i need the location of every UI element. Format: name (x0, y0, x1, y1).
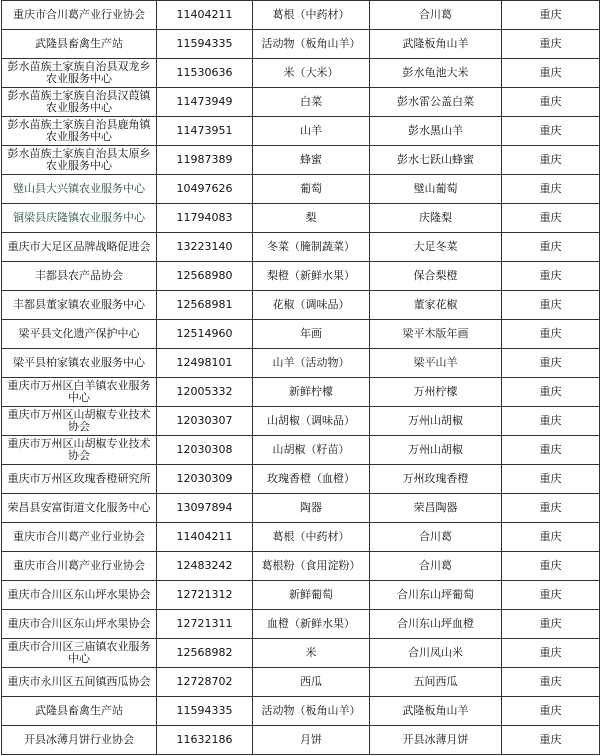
code-cell: 12498101 (157, 349, 253, 378)
code-cell: 12568981 (157, 291, 253, 320)
product-cell: 山胡椒（籽苗） (253, 436, 370, 465)
code-cell: 11594335 (157, 697, 253, 726)
product-cell: 米 (253, 639, 370, 668)
code-cell: 12030308 (157, 436, 253, 465)
code-cell: 11632186 (157, 726, 253, 755)
org-cell: 武隆县畜禽生产站 (2, 30, 157, 59)
table-row (2, 117, 600, 146)
org-cell: 梁平县柏家镇农业服务中心 (2, 349, 157, 378)
region-cell: 重庆 (502, 1, 600, 30)
product-cell: 血橙（新鲜水果） (253, 610, 370, 639)
gi-name-cell: 彭水七跃山蜂蜜 (370, 146, 502, 175)
gi-name-cell: 梁平山羊 (370, 349, 502, 378)
gi-name-cell: 合川葛 (370, 552, 502, 581)
product-cell: 葛根粉（食用淀粉） (253, 552, 370, 581)
region-cell: 重庆 (502, 262, 600, 291)
gi-name-cell: 合川东山坪葡萄 (370, 581, 502, 610)
org-cell: 重庆市合川区东山坪水果协会 (2, 610, 157, 639)
code-cell: 12483242 (157, 552, 253, 581)
product-cell: 活动物（板角山羊） (253, 697, 370, 726)
org-cell: 重庆市万州区白羊镇农业服务中心 (2, 378, 157, 407)
org-cell: 梁平县文化遗产保护中心 (2, 320, 157, 349)
region-cell: 重庆 (502, 30, 600, 59)
product-cell: 葛根（中药材） (253, 523, 370, 552)
gi-name-cell: 万州山胡椒 (370, 407, 502, 436)
table-body (2, 1, 600, 755)
gi-name-cell: 合川葛 (370, 523, 502, 552)
gi-name-cell: 大足冬菜 (370, 233, 502, 262)
gi-name-cell: 彭水黑山羊 (370, 117, 502, 146)
region-cell: 重庆 (502, 291, 600, 320)
region-cell: 重庆 (502, 117, 600, 146)
org-cell: 璧山县大兴镇农业服务中心 (2, 175, 157, 204)
product-cell: 陶器 (253, 494, 370, 523)
table-row (2, 523, 600, 552)
table-row (2, 175, 600, 204)
table-row (2, 465, 600, 494)
code-cell: 12005332 (157, 378, 253, 407)
org-cell: 重庆市合川葛产业行业协会 (2, 1, 157, 30)
region-cell: 重庆 (502, 146, 600, 175)
org-cell: 武隆县畜禽生产站 (2, 697, 157, 726)
product-cell: 米（大米） (253, 59, 370, 88)
table-row (2, 1, 600, 30)
product-cell: 葛根（中药材） (253, 1, 370, 30)
product-cell: 山胡椒（调味品） (253, 407, 370, 436)
gi-name-cell: 万州柠檬 (370, 378, 502, 407)
org-cell: 重庆市万州区山胡椒专业技术协会 (2, 436, 157, 465)
code-cell: 11594335 (157, 30, 253, 59)
gi-name-cell: 合川东山坪血橙 (370, 610, 502, 639)
gi-name-cell: 彭水雷公盖白菜 (370, 88, 502, 117)
org-cell: 铜梁县庆隆镇农业服务中心 (2, 204, 157, 233)
product-cell: 花椒（调味品） (253, 291, 370, 320)
gi-name-cell: 保合梨橙 (370, 262, 502, 291)
org-cell: 开县冰薄月饼行业协会 (2, 726, 157, 755)
code-cell: 12721312 (157, 581, 253, 610)
table-row (2, 291, 600, 320)
region-cell: 重庆 (502, 233, 600, 262)
product-cell: 蜂蜜 (253, 146, 370, 175)
org-cell: 重庆市永川区五间镇西瓜协会 (2, 668, 157, 697)
org-cell: 彭水苗族土家族自治县鹿角镇农业服务中心 (2, 117, 157, 146)
table-row (2, 552, 600, 581)
region-cell: 重庆 (502, 523, 600, 552)
table-row (2, 726, 600, 755)
table-row (2, 668, 600, 697)
region-cell: 重庆 (502, 465, 600, 494)
region-cell: 重庆 (502, 204, 600, 233)
org-cell: 彭水苗族土家族自治县太原乡农业服务中心 (2, 146, 157, 175)
gi-name-cell: 梁平木版年画 (370, 320, 502, 349)
table-row (2, 233, 600, 262)
code-cell: 11530636 (157, 59, 253, 88)
table-row (2, 407, 600, 436)
code-cell: 11404211 (157, 1, 253, 30)
org-cell: 重庆市合川区东山坪水果协会 (2, 581, 157, 610)
table-row (2, 88, 600, 117)
product-cell: 新鲜柠檬 (253, 378, 370, 407)
gi-name-cell: 万州山胡椒 (370, 436, 502, 465)
gi-name-cell: 合川凤山米 (370, 639, 502, 668)
table-row (2, 697, 600, 726)
org-cell: 重庆市合川区三庙镇农业服务中心 (2, 639, 157, 668)
gi-name-cell: 万州玫瑰香橙 (370, 465, 502, 494)
product-cell: 山羊 (253, 117, 370, 146)
org-cell: 重庆市万州区玫瑰香橙研究所 (2, 465, 157, 494)
code-cell: 11404211 (157, 523, 253, 552)
gi-name-cell: 合川葛 (370, 1, 502, 30)
org-cell: 丰都县董家镇农业服务中心 (2, 291, 157, 320)
product-cell: 梨 (253, 204, 370, 233)
org-cell: 彭水苗族土家族自治县双龙乡农业服务中心 (2, 59, 157, 88)
region-cell: 重庆 (502, 436, 600, 465)
code-cell: 12568980 (157, 262, 253, 291)
region-cell: 重庆 (502, 581, 600, 610)
code-cell: 11473949 (157, 88, 253, 117)
code-cell: 12514960 (157, 320, 253, 349)
region-cell: 重庆 (502, 726, 600, 755)
table-row (2, 436, 600, 465)
code-cell: 12030307 (157, 407, 253, 436)
product-cell: 梨橙（新鲜水果） (253, 262, 370, 291)
product-cell: 山羊（活动物） (253, 349, 370, 378)
gi-name-cell: 庆隆梨 (370, 204, 502, 233)
product-cell: 葡萄 (253, 175, 370, 204)
gi-name-cell: 璧山葡萄 (370, 175, 502, 204)
product-cell: 年画 (253, 320, 370, 349)
org-cell: 重庆市合川葛产业行业协会 (2, 523, 157, 552)
region-cell: 重庆 (502, 494, 600, 523)
region-cell: 重庆 (502, 175, 600, 204)
gi-name-cell: 五间西瓜 (370, 668, 502, 697)
region-cell: 重庆 (502, 697, 600, 726)
code-cell: 10497626 (157, 175, 253, 204)
org-cell: 荣昌县安富街道文化服务中心 (2, 494, 157, 523)
gi-name-cell: 开县冰薄月饼 (370, 726, 502, 755)
table-row (2, 639, 600, 668)
product-cell: 冬菜（腌制蔬菜） (253, 233, 370, 262)
region-cell: 重庆 (502, 407, 600, 436)
table-row (2, 30, 600, 59)
code-cell: 12728702 (157, 668, 253, 697)
gi-name-cell: 荣昌陶器 (370, 494, 502, 523)
table-row (2, 59, 600, 88)
table-row (2, 320, 600, 349)
org-cell: 重庆市合川葛产业行业协会 (2, 552, 157, 581)
gi-name-cell: 武隆板角山羊 (370, 697, 502, 726)
product-cell: 白菜 (253, 88, 370, 117)
table-row (2, 204, 600, 233)
gi-name-cell: 武隆板角山羊 (370, 30, 502, 59)
org-cell: 丰都县农产品协会 (2, 262, 157, 291)
region-cell: 重庆 (502, 610, 600, 639)
table-row (2, 610, 600, 639)
org-cell: 重庆市万州区山胡椒专业技术协会 (2, 407, 157, 436)
table-row (2, 378, 600, 407)
gi-registration-table (1, 0, 600, 755)
region-cell: 重庆 (502, 552, 600, 581)
region-cell: 重庆 (502, 668, 600, 697)
table-row (2, 262, 600, 291)
gi-name-cell: 董家花椒 (370, 291, 502, 320)
code-cell: 12030309 (157, 465, 253, 494)
region-cell: 重庆 (502, 349, 600, 378)
gi-name-cell: 彭水龟池大米 (370, 59, 502, 88)
code-cell: 11987389 (157, 146, 253, 175)
product-cell: 玫瑰香橙（血橙） (253, 465, 370, 494)
region-cell: 重庆 (502, 59, 600, 88)
table-row (2, 146, 600, 175)
product-cell: 活动物（板角山羊） (253, 30, 370, 59)
table-row (2, 349, 600, 378)
table-row (2, 581, 600, 610)
product-cell: 新鲜葡萄 (253, 581, 370, 610)
code-cell: 11794083 (157, 204, 253, 233)
code-cell: 13097894 (157, 494, 253, 523)
table-row (2, 494, 600, 523)
region-cell: 重庆 (502, 88, 600, 117)
region-cell: 重庆 (502, 378, 600, 407)
code-cell: 13223140 (157, 233, 253, 262)
product-cell: 月饼 (253, 726, 370, 755)
code-cell: 12568982 (157, 639, 253, 668)
region-cell: 重庆 (502, 639, 600, 668)
region-cell: 重庆 (502, 320, 600, 349)
code-cell: 11473951 (157, 117, 253, 146)
org-cell: 重庆市大足区品牌战略促进会 (2, 233, 157, 262)
org-cell: 彭水苗族土家族自治县汉葭镇农业服务中心 (2, 88, 157, 117)
code-cell: 12721311 (157, 610, 253, 639)
product-cell: 西瓜 (253, 668, 370, 697)
